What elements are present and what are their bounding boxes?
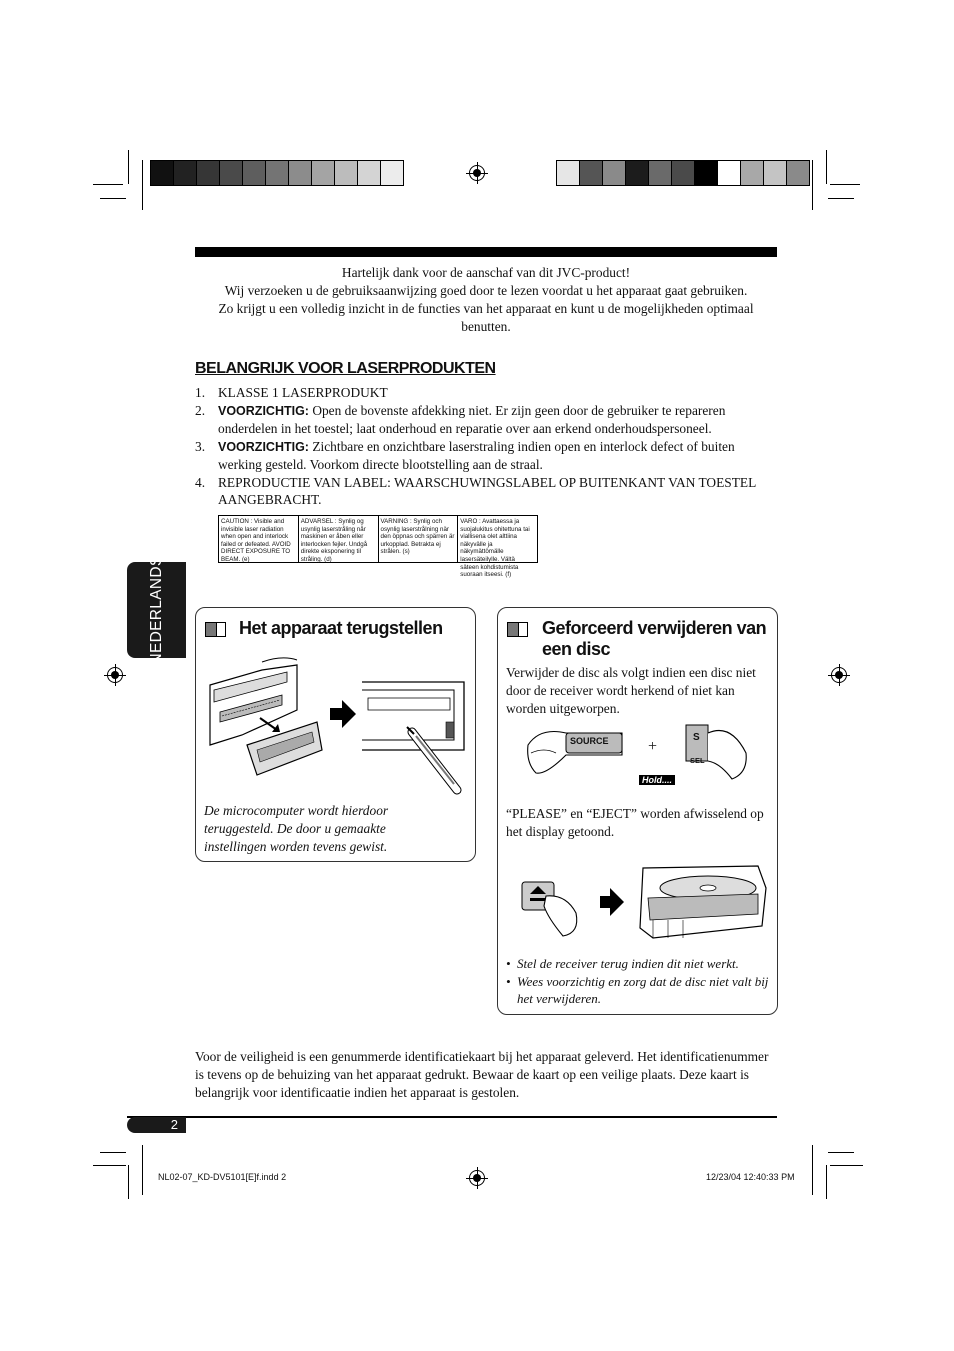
display-message: “PLEASE” en “EJECT” worden afwisselend op het display getoond. xyxy=(506,806,764,839)
list-number: 2. xyxy=(195,402,206,418)
laser-list-item xyxy=(195,384,777,402)
crop-mark xyxy=(142,1145,143,1195)
color-calibration-bar-left xyxy=(150,160,404,186)
color-swatch xyxy=(266,161,289,185)
warning-label-cell: ADVARSEL : Synlig og usynlig laserstråling når maskinen er åben eller interlocken fejler. Undgå direkte eksponering til stråling. (d) xyxy=(299,516,379,562)
color-swatch xyxy=(312,161,335,185)
registration-mark-icon xyxy=(107,667,123,683)
top-rule xyxy=(195,247,777,257)
registration-mark-icon xyxy=(831,667,847,683)
color-swatch xyxy=(580,161,603,185)
list-text: Open de bovenste afdekking niet. Er zijn geen door de gebruiker te repareren onderdelen in het toestel; laat onderhoud en reparatie over aan erkend onderhoudspersoneel. xyxy=(218,402,726,436)
warning-label-cell: CAUTION : Visible and invisible laser radiation when open and interlock failed or defeated. AVOID DIRECT EXPOSURE TO BEAM. (e) xyxy=(219,516,299,562)
color-swatch xyxy=(626,161,649,185)
color-swatch xyxy=(764,161,787,185)
crop-mark xyxy=(93,1165,126,1166)
color-swatch xyxy=(695,161,718,185)
color-swatch xyxy=(358,161,381,185)
color-swatch xyxy=(335,161,358,185)
list-text: KLASSE 1 LASERPRODUKT xyxy=(218,385,388,400)
crop-mark xyxy=(128,150,129,184)
crop-mark xyxy=(828,1152,854,1153)
eject-illustration xyxy=(518,858,770,958)
eject-notes xyxy=(506,955,772,1008)
note-item: • Wees voorzichtig en zorg dat de disc niet valt bij het verwijderen. xyxy=(506,973,769,1006)
crop-mark xyxy=(812,1145,813,1195)
color-swatch xyxy=(243,161,266,185)
eject-instruction: Verwijder de disc als volgt indien een disc niet door de receiver wordt herkend of niet kan worden uitgeworpen. xyxy=(506,665,756,716)
list-number: 4. xyxy=(195,474,206,490)
crop-mark xyxy=(128,1165,129,1199)
reset-caption: De microcomputer wordt hierdoor teruggesteld. De door u gemaakte instellingen worden tevens gewist. xyxy=(204,803,389,854)
crop-mark xyxy=(828,198,854,199)
source-button-label: SOURCE xyxy=(570,736,609,746)
list-text: Zichtbare en onzichtbare laserstraling indien open en interlock defect of buiten werking gesteld. Voorkom directe blootstelling aan de straal. xyxy=(218,438,735,472)
intro-line: Wij verzoeken u de gebruiksaanwijzing goed door te lezen voordat u het apparaat gaat gebruiken. xyxy=(224,283,748,298)
color-calibration-bar-right xyxy=(556,160,810,186)
color-swatch xyxy=(557,161,580,185)
registration-mark-icon xyxy=(469,1170,485,1186)
laser-list-item xyxy=(195,402,777,438)
reset-panel xyxy=(195,607,476,862)
warning-label-cell: VARNING : Synlig och osynlig laserstrålning när den öppnas och spärren är urkopplad. Betrakta ej strålen. (s) xyxy=(379,516,459,562)
bottom-rule xyxy=(127,1116,777,1118)
laser-list-item xyxy=(195,474,777,509)
s-button-label: S xyxy=(693,732,700,743)
color-swatch xyxy=(151,161,174,185)
eject-panel xyxy=(497,607,778,1015)
crop-mark xyxy=(93,184,123,185)
section-icon xyxy=(507,622,528,637)
security-note: Voor de veiligheid is een genummerde identificatiekaart bij het apparaat geleverd. Het identificatienummer is tevens op de behuizing van het apparaat gedrukt. Bewaar de kaart op een veilige plaats. Deze kaart is belangrijk voor identificaatie indien het apparaat is gestolen. xyxy=(195,1049,769,1100)
crop-mark xyxy=(826,1165,827,1199)
language-tab xyxy=(127,555,186,665)
intro-line: Zo krijgt u een volledig inzicht in de functies van het apparaat en kunt u de mogelijkheden optimaal benutten. xyxy=(218,301,754,334)
color-swatch xyxy=(381,161,403,185)
eject-title: Geforceerd verwijderen van een disc xyxy=(542,618,767,659)
color-swatch xyxy=(220,161,243,185)
color-swatch xyxy=(197,161,220,185)
reset-illustration xyxy=(202,650,470,798)
footer-date: 12/23/04 12:40:33 PM xyxy=(706,1172,795,1182)
crop-mark xyxy=(830,1165,863,1166)
plus-sign: + xyxy=(648,738,658,755)
registration-mark-icon xyxy=(469,165,485,181)
hold-label: Hold.... xyxy=(639,775,675,785)
list-number: 3. xyxy=(195,438,206,454)
sel-label: SEL xyxy=(690,756,705,765)
intro-line: Hartelijk dank voor de aanschaf van dit JVC-product! xyxy=(341,265,631,280)
laser-list-item xyxy=(195,438,777,474)
section-icon xyxy=(205,622,226,637)
crop-mark xyxy=(142,160,143,210)
list-text: REPRODUCTIE VAN LABEL: WAARSCHUWINGSLABEL OP BUITENKANT VAN TOESTEL AANGEBRACHT. xyxy=(218,474,756,507)
note-text: Stel de receiver terug indien dit niet werkt. xyxy=(517,956,739,971)
crop-mark xyxy=(100,198,126,199)
warning-label-cell: VARO : Avattaessa ja suojalukitus ohitettuna tai viallisena olet alttiina näkyvälle ja näkymättömälle lasersäteilylle. Vältä säteen kohdistumista suoraan itseesi. (f) xyxy=(460,518,530,579)
reset-title: Het apparaat terugstellen xyxy=(239,618,443,638)
warning-label xyxy=(218,515,538,579)
page-number: 2 xyxy=(127,1117,186,1133)
laser-list xyxy=(195,384,777,509)
list-number: 1. xyxy=(195,385,206,400)
color-swatch xyxy=(603,161,626,185)
color-swatch xyxy=(672,161,695,185)
color-swatch xyxy=(718,161,741,185)
crop-mark xyxy=(830,184,860,185)
footer-file: NL02-07_KD-DV5101[E]f.indd 2 xyxy=(158,1172,287,1182)
intro-text xyxy=(195,264,777,336)
color-swatch xyxy=(289,161,312,185)
caution-label: VOORZICHTIG: xyxy=(218,403,309,418)
laser-heading: BELANGRIJK VOOR LASERPRODUKTEN xyxy=(195,360,496,377)
color-swatch xyxy=(649,161,672,185)
color-swatch xyxy=(787,161,809,185)
color-swatch xyxy=(174,161,197,185)
color-swatch xyxy=(741,161,764,185)
note-text: Wees voorzichtig en zorg dat de disc niet valt bij het verwijderen. xyxy=(517,973,769,1006)
note-item: • Stel de receiver terug indien dit niet werkt. xyxy=(506,956,739,971)
language-tab-label: NEDERLANDS xyxy=(147,555,165,665)
crop-mark xyxy=(826,150,827,184)
crop-mark xyxy=(100,1152,126,1153)
crop-mark xyxy=(812,160,813,210)
caution-label: VOORZICHTIG: xyxy=(218,439,309,454)
